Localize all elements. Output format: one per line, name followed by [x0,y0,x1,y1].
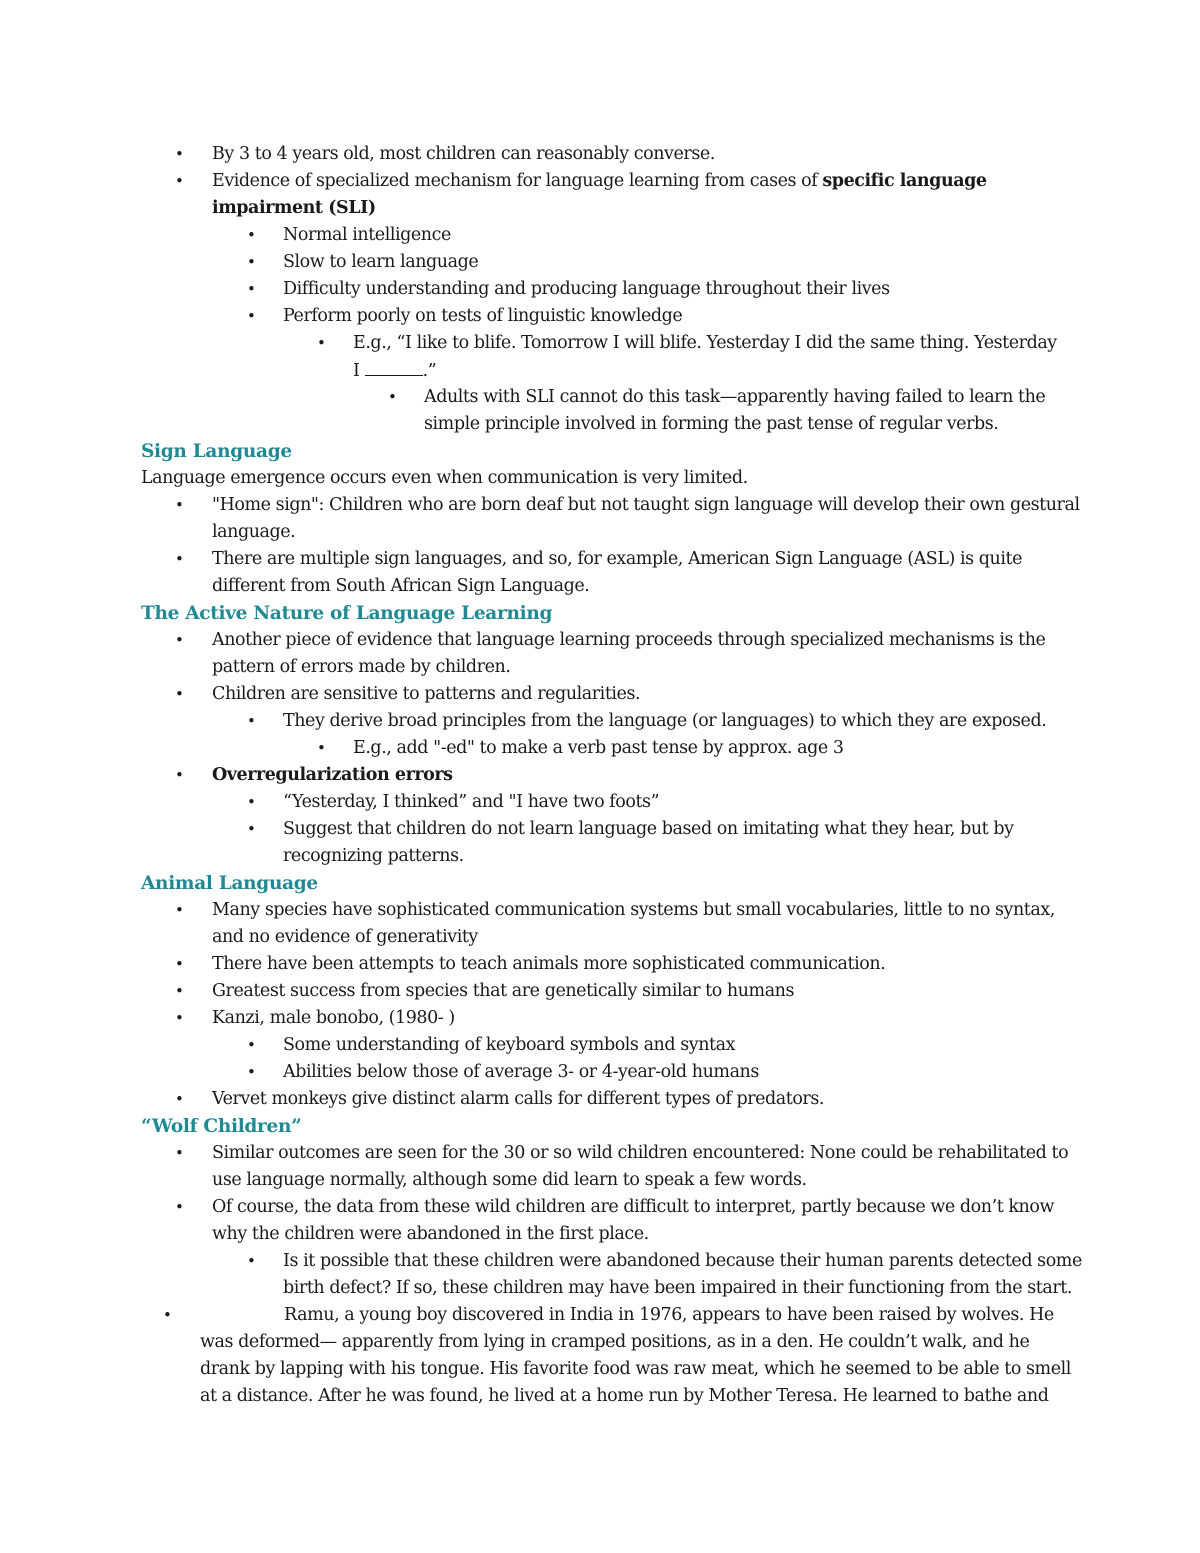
bullet-marker: • [175,901,184,919]
bullet-text: Perform poorly on tests of linguistic knowledge [283,306,683,326]
bullet-text: recognizing patterns. [283,846,464,866]
bullet-marker: • [175,1090,184,1108]
bullet-text: Adults with SLI cannot do this task—apparently having failed to learn the [424,387,1046,407]
bullet-text [212,195,376,222]
bullet-text: Children are sensitive to patterns and regularities. [212,684,641,704]
bullet-text: Normal intelligence [283,225,451,245]
bullet-text: at a distance. After he was found, he lived at a home run by Mother Teresa. He learned to bathe and [200,1386,1049,1406]
bullet-text: use language normally, although some did learn to speak a few words. [212,1170,807,1190]
bullet-text: pattern of errors made by children. [212,657,511,677]
bullet-text [212,762,453,789]
bullet-marker: • [175,685,184,703]
section-heading: Sign Language [141,441,292,462]
bullet-marker: • [247,1252,256,1270]
bold-term: Overregularization errors [212,765,453,785]
bullet-marker: • [175,496,184,514]
bullet-marker: • [247,226,256,244]
bullet-text: "Home sign": Children who are born deaf but not taught sign language will develop their own gestural [212,495,1080,515]
bullet-text: and no evidence of generativity [212,927,478,947]
bullet-marker: • [247,1063,256,1081]
bullet-text: There have been attempts to teach animals more sophisticated communication. [212,954,886,974]
text-segment: I [353,361,365,381]
bullet-text: Many species have sophisticated communication systems but small vocabularies, little to no syntax, [212,900,1055,920]
bullet-marker: • [247,1036,256,1054]
bullet-text: “Yesterday, I thinked” and "I have two foots” [283,792,660,812]
bullet-marker: • [317,334,326,352]
bullet-text: simple principle involved in forming the past tense of regular verbs. [424,414,999,434]
bullet-text: E.g., “I like to blife. Tomorrow I will blife. Yesterday I did the same thing. Yesterday [353,333,1057,353]
bullet-text: Abilities below those of average 3- or 4-year-old humans [283,1062,759,1082]
bullet-text: different from South African Sign Language. [212,576,590,596]
bullet-text: Greatest success from species that are genetically similar to humans [212,981,795,1001]
bullet-marker: • [175,172,184,190]
bullet-marker: • [175,1009,184,1027]
bullet-marker: • [247,307,256,325]
bullet-text: E.g., add "-ed" to make a verb past tense by approx. age 3 [353,738,844,758]
bullet-text: birth defect? If so, these children may have been impaired in their functioning from the start. [283,1278,1072,1298]
bullet-text: Ramu, a young boy discovered in India in 1976, appears to have been raised by wolves. He [284,1305,1054,1325]
bullet-text: Suggest that children do not learn language based on imitating what they hear, but by [283,819,1014,839]
bullet-text: By 3 to 4 years old, most children can reasonably converse. [212,144,715,164]
bullet-marker: • [175,145,184,163]
bullet-text: Similar outcomes are seen for the 30 or so wild children encountered: None could be rehabilitated to [212,1143,1069,1163]
bullet-text: There are multiple sign languages, and so, for example, American Sign Language (ASL) is quite [212,549,1022,569]
bullet-marker: • [175,550,184,568]
bullet-text: Slow to learn language [283,252,479,272]
bullet-marker: • [247,280,256,298]
bullet-text: why the children were abandoned in the first place. [212,1224,649,1244]
bullet-marker: • [175,982,184,1000]
bullet-text: Kanzi, male bonobo, (1980- ) [212,1008,455,1028]
bullet-marker: • [247,253,256,271]
bullet-text: They derive broad principles from the language (or languages) to which they are exposed. [283,711,1047,731]
bullet-text: Of course, the data from these wild children are difficult to interpret, partly because we don’t know [212,1197,1054,1217]
section-heading: Animal Language [141,873,318,894]
bullet-marker: • [175,631,184,649]
bullet-marker: • [175,955,184,973]
bullet-text: drank by lapping with his tongue. His favorite food was raw meat, which he seemed to be able to smell [200,1359,1071,1379]
fill-in-blank [365,357,423,376]
bold-term: impairment (SLI) [212,198,376,218]
section-heading: The Active Nature of Language Learning [141,603,553,624]
bullet-marker: • [317,739,326,757]
bullet-text: Is it possible that these children were abandoned because their human parents detected some [283,1251,1082,1271]
bullet-marker: • [247,793,256,811]
bullet-text: Difficulty understanding and producing language throughout their lives [283,279,890,299]
bullet-marker: • [247,820,256,838]
bullet-marker: • [175,766,184,784]
text-segment: .” [422,361,437,381]
bullet-marker: • [388,388,397,406]
bullet-marker: • [175,1144,184,1162]
bullet-text [353,357,436,385]
bullet-marker: • [175,1198,184,1216]
bullet-text: Vervet monkeys give distinct alarm calls for different types of predators. [212,1089,824,1109]
text-segment: Evidence of specialized mechanism for language learning from cases of [212,171,823,191]
section-heading: “Wolf Children” [141,1116,302,1137]
bullet-text: Another piece of evidence that language learning proceeds through specialized mechanisms is the [212,630,1046,650]
bullet-marker: • [163,1306,172,1324]
bullet-text [212,168,987,195]
bullet-text: language. [212,522,296,542]
bullet-marker: • [247,712,256,730]
bullet-text: Some understanding of keyboard symbols and syntax [283,1035,736,1055]
paragraph-line: Language emergence occurs even when communication is very limited. [141,468,748,488]
bold-term: specific language [822,171,987,191]
bullet-text: was deformed— apparently from lying in cramped positions, as in a den. He couldn’t walk, and he [200,1332,1030,1352]
